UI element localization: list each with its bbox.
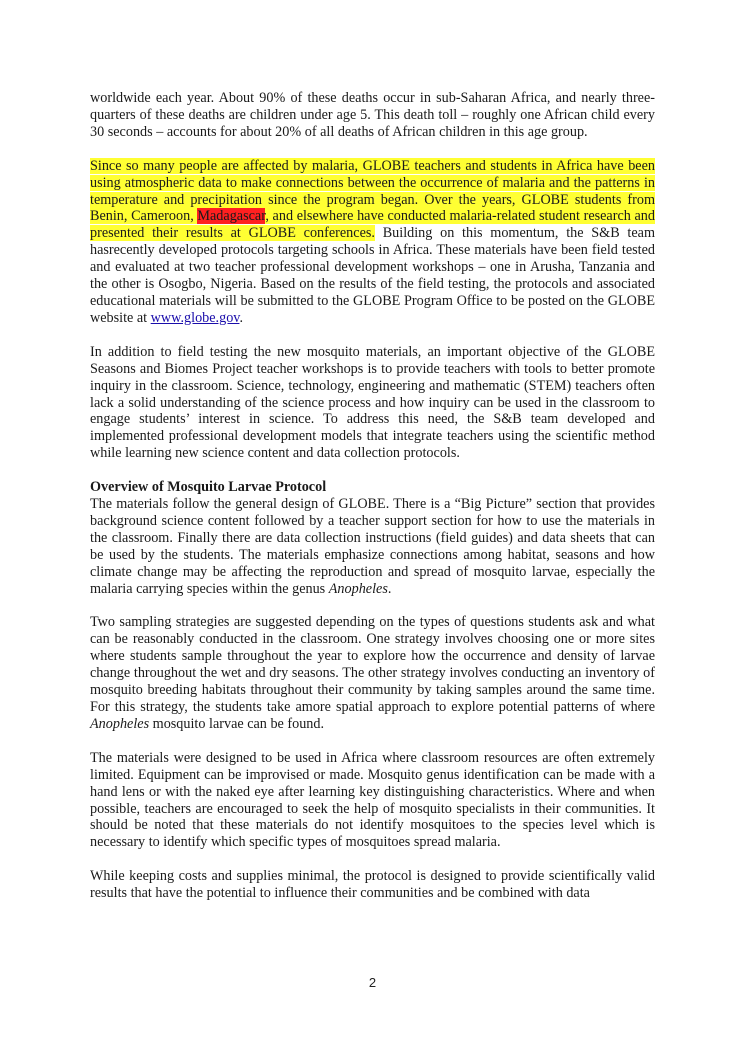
paragraph-5-end: mosquito larvae can be found. (149, 715, 325, 732)
paragraph-3: In addition to field testing the new mosquito materials, an important objective of the GLOBE Seasons and Biomes Project teacher workshops is to provide teachers with tools to better promote inquiry in the classroom. Science, technology, engineering and mathematic (STEM) teachers often lack a solid understanding of the science process and how inquiry can be used in the classroom to engage students’ interest in science. To address this need, the S&B team developed and implemented professional development models that integrate teachers using the scientific method while learning new science content and data collection protocols. (90, 343, 655, 462)
globe-website-link[interactable]: www.globe.gov (150, 309, 240, 326)
genus-name: Anopheles (328, 580, 388, 597)
red-highlight-madagascar: Madagascar (197, 208, 266, 225)
highlight-part-1: Since so many people are affected by malaria, GLOBE teachers and students in Africa have been using atmospheric data to make connections between the occurrence of malaria and the patterns in temperature and precipitation since the program began. Over the years, GLOBE students from Benin, Cameroon, (90, 157, 655, 225)
paragraph-4-text: The materials follow the general design of GLOBE. There is a “Big Picture” section that provides background science content followed by a teacher support section for how to use the materials in the classroom. Finally there are data collection instructions (field guides) and data sheets that can be used by the students. The materials emphasize connections among habitat, seasons and how climate change may be affecting the reproduction and spread of mosquito larvae, especially the malaria carrying species within the genus (90, 496, 655, 597)
paragraph-2-end: . (239, 309, 244, 326)
paragraph-5 (90, 614, 655, 732)
paragraph-4 (90, 496, 655, 597)
paragraph-7: While keeping costs and supplies minimal, the protocol is designed to provide scientifically valid results that have the potential to influence their communities and be combined with data (90, 868, 655, 902)
page-number: 2 (368, 975, 377, 990)
paragraph-6: The materials were designed to be used in Africa where classroom resources are often extremely limited. Equipment can be improvised or made. Mosquito genus identification can be made with a hand lens or with the naked eye after learning key distinguishing characteristics. Where and when possible, teachers are encouraged to seek the help of mosquito specialists in their communities. It should be noted that these materials do not identify mosquitoes to the species level which is necessary to identify which specific types of mosquitoes spread malaria. (90, 749, 655, 851)
paragraph-2 (90, 158, 655, 327)
highlight-part-2: , and elsewhere have conducted malaria-related student research and presented their results at GLOBE conferences. (90, 208, 655, 242)
genus-name: Anopheles (90, 715, 150, 732)
paragraph-4-end: . (387, 580, 392, 597)
section-heading: Overview of Mosquito Larvae Protocol (90, 479, 327, 496)
document-page (90, 90, 655, 919)
paragraph-1: worldwide each year. About 90% of these deaths occur in sub-Saharan Africa, and nearly three-quarters of these deaths are children under age 5. This death toll – roughly one African child every 30 seconds – accounts for about 20% of all deaths of African children in this age group. (90, 90, 655, 140)
paragraph-2-rest: Building on this momentum, the S&B team hasrecently developed protocols targeting schools in Africa. These materials have been field tested and evaluated at two teacher professional development workshops – one in Arusha, Tanzania and the other is Osogbo, Nigeria. Based on the results of the field testing, the protocols and associated educational materials will be submitted to the GLOBE Program Office to be posted on the GLOBE website at (90, 225, 655, 326)
paragraph-5-text: Two sampling strategies are suggested depending on the types of questions students ask and what can be reasonably conducted in the classroom. One strategy involves choosing one or more sites where students sample throughout the year to explore how the occurrence and density of larvae change throughout the wet and dry seasons. The other strategy involves conducting an inventory of mosquito breeding habitats throughout their community by taking samples around the same time. For this strategy, the students take amore spatial approach to explore potential patterns of where (90, 614, 655, 715)
